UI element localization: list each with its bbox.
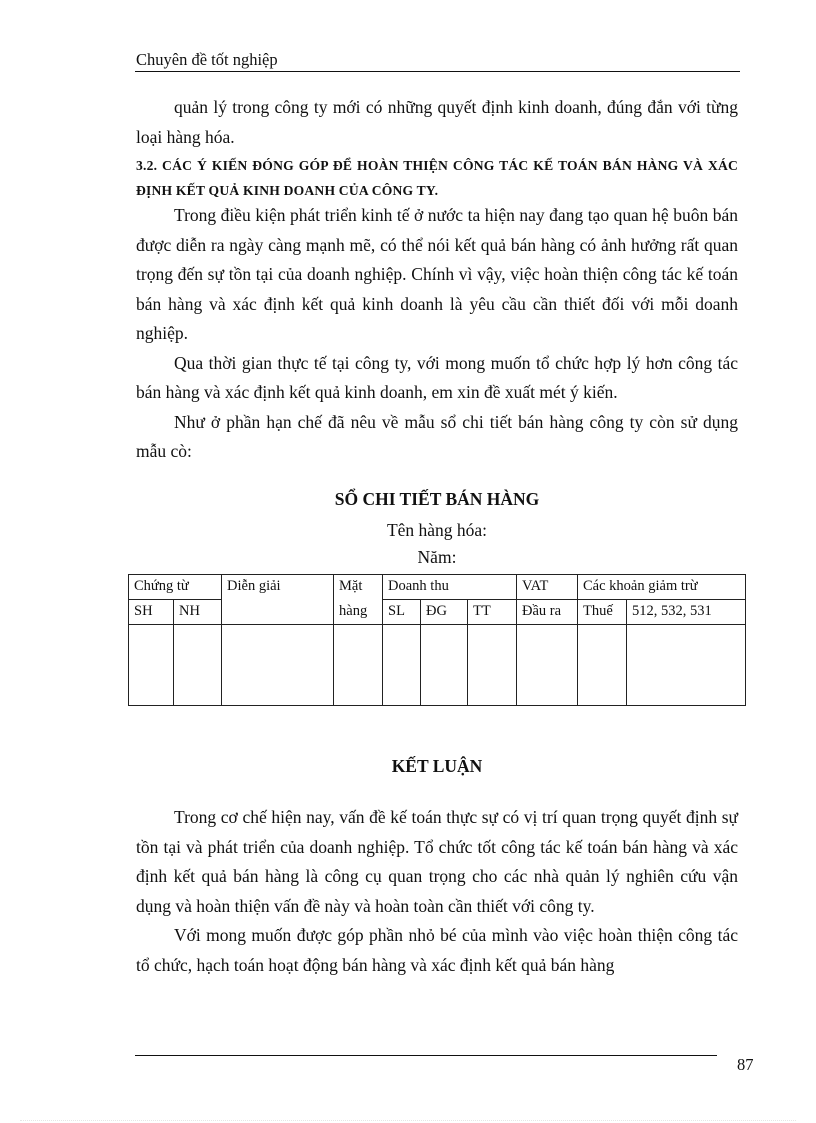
header-sl: SL <box>383 600 421 625</box>
table-cell <box>334 625 383 706</box>
ledger-product-line: Tên hàng hóa: <box>386 520 488 540</box>
header-giam-tru: Các khoản giảm trừ <box>578 575 746 600</box>
header-divider <box>135 71 740 72</box>
header-nh: NH <box>174 600 222 625</box>
conclusion-paragraph-1: Trong cơ chế hiện nay, vấn đề kế toán thực sự có vị trí quan trọng quyết định sự tồn tại và phát triển của doanh nghiệp. Tổ chức tốt công tác kế toán bán hàng và xác định kết quả bán hàng là công cụ quan trọng cho các nhà quản lý nghiên cứu vận dụng và hoàn thiện vấn đề này và hoàn toàn cần thiết với công ty. <box>136 807 738 916</box>
intro-continuation-text: quản lý trong công ty mới có những quyết định kinh doanh, đúng đắn với từng loại hàng hóa. <box>136 97 738 147</box>
conclusion-body <box>136 803 738 980</box>
page-edge-divider <box>20 1120 796 1121</box>
header-mat-hang-top: Mặt <box>334 575 383 600</box>
section-paragraph-3: Như ở phần hạn chế đã nêu về mẫu sổ chi tiết bán hàng công ty còn sử dụng mẫu cò: <box>136 411 738 461</box>
header-accounts: 512, 532, 531 <box>627 600 746 625</box>
conclusion-paragraph-2: Với mong muốn được góp phần nhỏ bé của mình vào việc hoàn thiện công tác tổ chức, hạch toán hoạt động bán hàng và xác định kết quả bán hàng <box>136 925 738 975</box>
header-vat: VAT <box>517 575 578 600</box>
page-number: 87 <box>737 1055 754 1074</box>
table-header-row <box>129 575 746 600</box>
section-body <box>136 201 738 467</box>
running-header-title: Chuyên đề tốt nghiệp <box>136 50 278 69</box>
table-cell <box>627 625 746 706</box>
ledger-title: SỔ CHI TIẾT BÁN HÀNG <box>334 489 540 509</box>
table-row <box>129 625 746 706</box>
intro-paragraph <box>136 93 738 152</box>
header-mat-hang-bottom: hàng <box>334 600 383 625</box>
table-cell <box>174 625 222 706</box>
table-cell <box>517 625 578 706</box>
header-thue: Thuế <box>578 600 627 625</box>
header-dau-ra: Đầu ra <box>517 600 578 625</box>
header-dien-giai: Diễn giải <box>222 575 334 625</box>
table-cell <box>578 625 627 706</box>
table-cell <box>421 625 468 706</box>
header-doanh-thu: Doanh thu <box>383 575 517 600</box>
table-cell <box>468 625 517 706</box>
ledger-year-line: Năm: <box>417 547 457 567</box>
header-tt: TT <box>468 600 517 625</box>
table-cell <box>129 625 174 706</box>
table-cell <box>383 625 421 706</box>
section-paragraph-2: Qua thời gian thực tế tại công ty, với mong muốn tổ chức hợp lý hơn công tác bán hàng và xác định kết quả kinh doanh, em xin đề xuất mét ý kiến. <box>136 352 738 402</box>
header-sh: SH <box>129 600 174 625</box>
conclusion-heading: KẾT LUẬN <box>391 756 483 776</box>
header-dg: ĐG <box>421 600 468 625</box>
table-subheader-row <box>129 600 746 625</box>
section-heading: 3.2. CÁC Ý KIẾN ĐÓNG GÓP ĐỂ HOÀN THIỆN CÔNG TÁC KẾ TOÁN BÁN HÀNG VÀ XÁC ĐỊNH KẾT QUẢ KINH DOANH CỦA CÔNG TY. <box>136 158 738 198</box>
table-cell <box>222 625 334 706</box>
section-paragraph-1: Trong điều kiện phát triển kinh tế ở nước ta hiện nay đang tạo quan hệ buôn bán được diễn ra ngày càng mạnh mẽ, có thể nói kết quả bán hàng có ảnh hưởng rất quan trọng đến sự tồn tại của doanh nghiệp. Chính vì vậy, việc hoàn thiện công tác kế toán bán hàng và xác định kết quả kinh doanh là yêu cầu cần thiết đối với mỗi doanh nghiệp. <box>136 205 738 343</box>
header-chung-tu: Chứng từ <box>129 575 222 600</box>
sales-ledger-table <box>128 574 746 706</box>
footer-divider <box>135 1055 717 1056</box>
